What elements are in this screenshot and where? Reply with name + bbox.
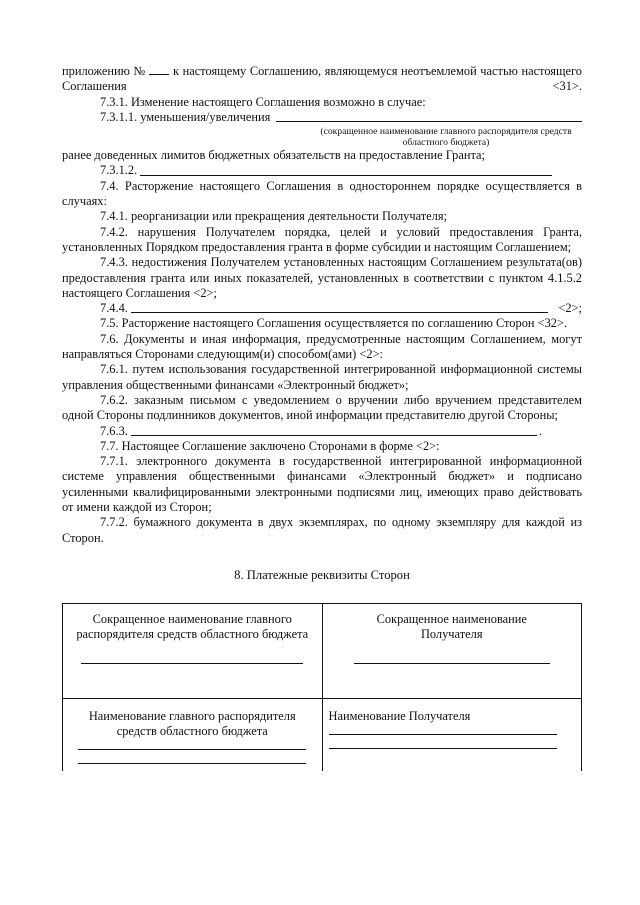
clause-7-4-4-label: 7.4.4. [100, 301, 128, 316]
table-cell-recipient-full [322, 699, 582, 772]
recipient-full-blank-1 [329, 733, 557, 735]
clause-7-4-4 [62, 301, 582, 316]
limits-text: ранее доведенных лимитов бюджетных обязательств на предоставление Гранта; [62, 148, 485, 163]
clause-7-6: 7.6. Документы и иная информация, предусмотренные настоящим Соглашением, могут направляться Сторонами следующим(и) способом(ами) <2>: [62, 331, 582, 362]
paragraph-annex-ref [62, 64, 582, 95]
table-cell-distributor-short [63, 604, 323, 699]
clause-7-7: 7.7. Настоящее Соглашение заключено Сторонами в форме <2>: [100, 438, 440, 453]
annex-text-end: к настоящему Соглашению, являющемуся неотъемлемой частью настоящего Соглашения <31>. [62, 64, 582, 94]
distributor-short-label: Сокращенное наименование главного распорядителя средств областного бюджета [76, 612, 309, 642]
clause-7-3-1-2-label: 7.3.1.2. [100, 163, 138, 178]
distributor-full-label: Наименование главного распорядителя средств областного бюджета [88, 709, 296, 739]
distributor-blank [276, 120, 582, 122]
recipient-full-blank-2 [329, 747, 557, 749]
clause-7-6-1: 7.6.1. путем использования государственной интегрированной информационной системы управления общественными финансами «Электронный бюджет»; [62, 362, 582, 392]
clause-7-6-3 [62, 424, 582, 439]
clause-7-7-1: 7.7.1. электронного документа в государственной интегрированной информационной системе управления общественными финансами «Электронный бюджет» и подписано усиленными квалифицированными электронными подписями лиц, имеющих право действовать от имени каждой из Сторон; [62, 454, 582, 515]
clause-7-3-1: 7.3.1. Изменение настоящего Соглашения возможно в случае: [100, 94, 426, 109]
section-title: 8. Платежные реквизиты Сторон [234, 567, 410, 582]
clause-7-4: 7.4. Расторжение настоящего Соглашения в одностороннем порядке осуществляется в случаях: [62, 178, 582, 209]
annex-text-start: приложению № [62, 64, 150, 78]
clause-7-4-2: 7.4.2. нарушения Получателем порядка, целей и условий предоставления Гранта, установленных Порядком предоставления гранта в форме субсидии и настоящим Соглашением; [62, 224, 582, 254]
clause-7-4-4-blank [131, 311, 548, 313]
clause-7-6-3-end: . [538, 423, 542, 438]
distributor-short-blank [81, 662, 303, 664]
clause-7-4-3: 7.4.3. недостижения Получателем установленных настоящим Соглашением результата(ов) предоставления гранта или иных показателей, установленных в соответствии с пунктом 4.1.5.2 настоящего Соглашения <2>; [62, 255, 582, 300]
distributor-caption: (сокращенное наименование главного распорядителя средств областного бюджета) [320, 126, 572, 149]
distributor-full-blank-2 [78, 762, 306, 764]
document-page [62, 64, 582, 771]
clause-7-4-4-ref: <2>; [558, 301, 582, 316]
clause-7-7-2: 7.7.2. бумажного документа в двух экземплярах, по одному экземпляру для каждой из Сторон. [62, 515, 582, 545]
clause-7-3-1-2 [62, 163, 582, 178]
recipient-full-label: Наименование Получателя [328, 709, 471, 724]
clause-7-6-3-blank [131, 434, 537, 436]
payment-details-table [62, 603, 582, 771]
clause-7-3-1-1 [62, 110, 582, 125]
table-row [63, 699, 582, 772]
clause-7-5: 7.5. Расторжение настоящего Соглашения осуществляется по соглашению Сторон <32>. [100, 316, 568, 331]
clause-7-3-1-1-label: 7.3.1.1. уменьшения/увеличения [100, 109, 271, 124]
clause-7-6-2: 7.6.2. заказным письмом с уведомлением о вручении либо вручением представителем одной Стороны подлинников документов, иной информации представителю другой Стороны; [62, 392, 582, 423]
recipient-short-blank [354, 662, 550, 664]
clause-7-4-1: 7.4.1. реорганизации или прекращения деятельности Получателя; [100, 209, 448, 224]
clause-7-6-3-label: 7.6.3. [100, 423, 128, 438]
distributor-full-blank-1 [78, 748, 306, 750]
table-row [63, 604, 582, 699]
table-cell-distributor-full [63, 699, 323, 772]
recipient-short-label: Сокращенное наименование Получателя [376, 612, 527, 642]
clause-7-3-1-2-blank [140, 174, 552, 176]
annex-number-blank [149, 64, 169, 75]
table-cell-recipient-short [322, 604, 582, 699]
